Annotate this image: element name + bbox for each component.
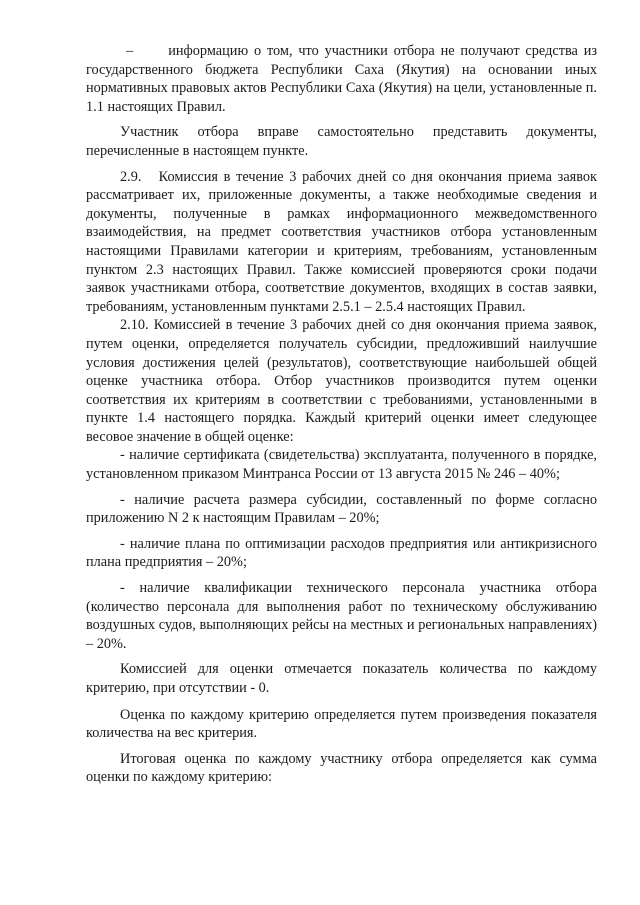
paragraph-budget-info: – информацию о том, что участники отбора не получают средства из государственного бюджета Республики Саха (Якутия) на основании иных нормативных правовых актов Республики Саха (Якутия) на цели, установленные п. 1.1 настоящих Правил. <box>86 43 597 115</box>
paragraph-participant-right: Участник отбора вправе самостоятельно представить документы, перечисленные в настоящем пункте. <box>86 124 597 159</box>
criterion-technical-staff: - наличие квалификации технического персонала участника отбора (количество персонала для выполнения работ по техническому обслуживанию воздушных судов, выполняющих рейсы на местных и региональных направлениях) – 20%. <box>86 580 597 652</box>
criterion-certificate: - наличие сертификата (свидетельства) эксплуатанта, полученного в порядке, установленном приказом Минтранса России от 13 августа 2015 № 246 – 40%; <box>86 447 597 483</box>
paragraph-total-score: Итоговая оценка по каждому участнику отбора определяется как сумма оценки по каждому критерию: <box>86 750 597 786</box>
paragraph-2-10: 2.10. Комиссией в течение 3 рабочих дней со дня окончания приема заявок, путем оценки, определяется получатель субсидии, предложивший наилучшие условия достижения целей (результатов), соответствующие наибольшей общей оценке участника отбора. Отбор участников производится путем оценки соответствия их критериям в соответствии с требованиями, установленными в пункте 1.4 настоящего порядка. Каждый критерий оценки имеет следующее весовое значение в общей оценке: <box>86 317 597 445</box>
paragraph-criterion-score: Оценка по каждому критерию определяется путем произведения показателя количества на вес критерия. <box>86 706 597 742</box>
criterion-subsidy-calculation: - наличие расчета размера субсидии, составленный по форме согласно приложению N 2 к настоящим Правилам – 20%; <box>86 491 597 527</box>
paragraph-commission-indicator: Комиссией для оценки отмечается показатель количества по каждому критерию, при отсутствии - 0. <box>86 661 597 696</box>
document-page <box>86 42 597 787</box>
paragraph-2-9: 2.9. Комиссия в течение 3 рабочих дней со дня окончания приема заявок рассматривает их, приложенные документы, а также необходимые сведения и документы, полученные в рамках информационного межведомственного взаимодействия, на предмет соответствия участников отбора установленным настоящими Правилами категории и критериям, требованиям, установленным пунктом 2.3 настоящих Правил. Также комиссией проверяются сроки подачи заявок участниками отбора, соответствие документов, входящих в состав заявки, требованиям, установленным пунктами 2.5.1 – 2.5.4 настоящих Правил. <box>86 168 597 315</box>
criterion-optimization-plan: - наличие плана по оптимизации расходов предприятия или антикризисного плана предприятия – 20%; <box>86 535 597 571</box>
